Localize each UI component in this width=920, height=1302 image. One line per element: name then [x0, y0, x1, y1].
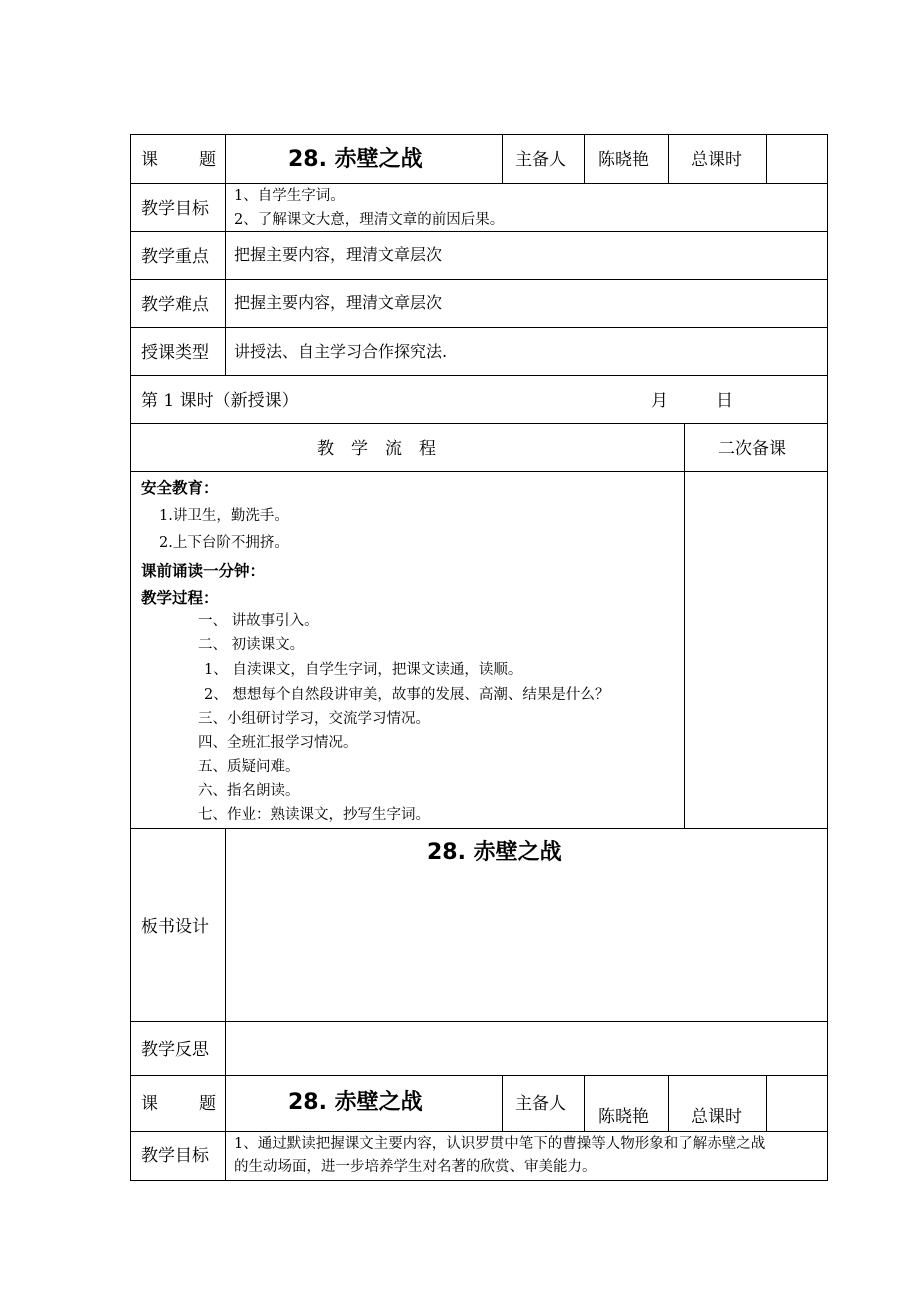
row-divider — [130, 231, 828, 232]
row-divider — [130, 183, 828, 184]
process-step: 五、质疑问难。 — [198, 759, 300, 775]
safety-item: 2.上下台阶不拥挤。 — [159, 535, 289, 551]
row-divider — [130, 375, 828, 376]
col-divider — [225, 134, 226, 375]
goals-label: 教学目标 — [141, 1146, 209, 1166]
process-step: 2、 想想每个自然段讲审美，故事的发展、高潮、结果是什么？ — [204, 687, 610, 703]
key-points-label: 教学重点 — [141, 247, 209, 267]
process-step: 1、 自渎课文，自学生字词，把课文读通，读顺。 — [204, 662, 523, 678]
safety-heading: 安全教育： — [141, 479, 219, 497]
row-divider — [130, 134, 828, 135]
session-label: 第 1 课时（新授课） — [141, 391, 299, 411]
reading-heading: 课前诵读一分钟： — [141, 562, 266, 580]
title-label-right: 题 — [199, 1094, 216, 1114]
row-divider — [130, 279, 828, 280]
preparer-name: 陈晓艳 — [598, 1107, 649, 1127]
goals-label: 教学目标 — [141, 199, 209, 219]
row-divider — [130, 1180, 828, 1181]
preparer-name: 陈晓艳 — [598, 150, 649, 170]
reflection-label: 教学反思 — [141, 1040, 209, 1060]
process-step: 三、小组研讨学习，交流学习情况。 — [198, 711, 430, 727]
process-step: 六、指名朗读。 — [198, 783, 300, 799]
col-divider — [584, 1075, 585, 1131]
total-hours-label: 总课时 — [691, 150, 742, 170]
process-step: 二、 初读课文。 — [198, 637, 305, 653]
col-divider — [766, 134, 767, 183]
board-title: 28. 赤壁之战 — [427, 840, 562, 865]
row-divider — [130, 1021, 828, 1022]
row-divider — [130, 1075, 828, 1076]
lesson-title: 28. 赤壁之战 — [288, 147, 423, 172]
col-divider — [502, 1075, 503, 1131]
difficulties-label: 教学难点 — [141, 295, 209, 315]
row-divider — [130, 1131, 828, 1132]
goal-line: 2、了解课文大意，理清文章的前因后果。 — [234, 212, 505, 228]
safety-item: 1.讲卫生，勤洗手。 — [159, 508, 289, 524]
goal-line: 的生动场面，进一步培养学生对名著的欣赏、审美能力。 — [234, 1159, 597, 1175]
process-heading: 教学过程： — [141, 589, 219, 607]
col-divider — [225, 828, 226, 1181]
row-divider — [130, 828, 828, 829]
process-step: 四、全班汇报学习情况。 — [198, 735, 358, 751]
preparer-label: 主备人 — [515, 150, 566, 170]
second-prep-header: 二次备课 — [718, 439, 786, 459]
key-points-text: 把握主要内容，理清文章层次 — [234, 245, 443, 264]
process-step: 一、 讲故事引入。 — [198, 613, 319, 629]
col-divider — [766, 1075, 767, 1131]
table-border-left — [130, 134, 131, 1181]
goal-line: 1、自学生字词。 — [234, 188, 345, 204]
session-day: 日 — [716, 391, 733, 411]
title-label-left: 课 — [141, 1094, 158, 1114]
row-divider — [130, 327, 828, 328]
title-label-left: 课 — [141, 150, 158, 170]
goal-line: 1、通过默读把握课文主要内容，认识罗贯中笔下的曹操等人物形象和了解赤壁之战 — [234, 1136, 766, 1152]
col-divider — [668, 1075, 669, 1131]
title-label-right: 题 — [199, 150, 216, 170]
board-label: 板书设计 — [141, 917, 209, 937]
col-divider — [668, 134, 669, 183]
session-month: 月 — [651, 391, 668, 411]
col-divider — [684, 423, 685, 828]
row-divider — [130, 471, 828, 472]
preparer-label: 主备人 — [515, 1094, 566, 1114]
flow-header: 教 学 流 程 — [317, 439, 436, 459]
col-divider — [584, 134, 585, 183]
col-divider — [502, 134, 503, 183]
method-text: 讲授法、自主学习合作探究法. — [234, 342, 448, 361]
table-border-right — [827, 134, 828, 1181]
total-hours-label: 总课时 — [691, 1107, 742, 1127]
difficulties-text: 把握主要内容，理清文章层次 — [234, 293, 443, 312]
lesson-title: 28. 赤壁之战 — [288, 1090, 423, 1115]
method-label: 授课类型 — [141, 343, 209, 363]
row-divider — [130, 423, 828, 424]
process-step: 七、作业：熟读课文，抄写生字词。 — [198, 807, 430, 823]
